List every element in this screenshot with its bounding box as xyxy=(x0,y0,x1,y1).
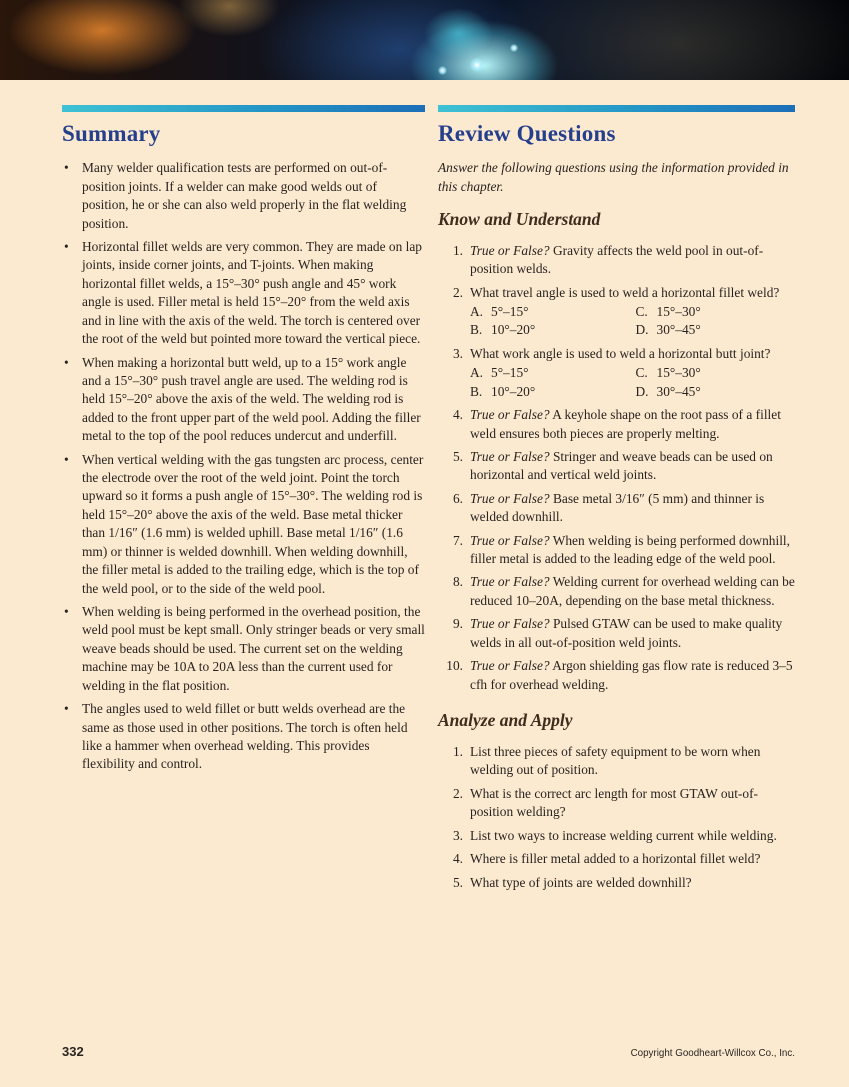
question-body xyxy=(470,827,795,845)
page-footer xyxy=(62,1044,795,1059)
choice-letter: C. xyxy=(635,304,648,319)
question-prefix: True or False? xyxy=(470,490,550,506)
question-text: What travel angle is used to weld a horizontal fillet weld? xyxy=(470,284,780,300)
question-body xyxy=(470,345,795,401)
review-column xyxy=(438,105,795,897)
bullet-marker: • xyxy=(64,238,69,254)
welding-spark xyxy=(510,44,518,52)
answer-choices xyxy=(470,303,795,340)
question-row xyxy=(438,345,795,401)
answer-choice xyxy=(470,383,630,401)
question-row xyxy=(438,657,795,694)
question-number: 3. xyxy=(452,345,463,361)
question-body xyxy=(470,850,795,868)
question-text: Welding current for overhead welding can be reduced 10–20A, depending on the base metal thickness. xyxy=(470,574,795,608)
choice-letter: D. xyxy=(635,322,649,338)
question-text: Where is filler metal added to a horizontal fillet weld? xyxy=(470,851,761,867)
choice-letter: A. xyxy=(470,304,484,319)
question-row xyxy=(438,785,795,822)
summary-bullet xyxy=(62,700,425,774)
question-row xyxy=(438,615,795,652)
summary-title: Summary xyxy=(62,121,161,146)
question-number: 7. xyxy=(452,532,463,548)
bullet-text: The angles used to weld fillet or butt welds overhead are the same as those used in other positions. The torch is often held like a hammer when overhead welding. This provides flexibility and control. xyxy=(82,701,408,772)
question-body xyxy=(470,448,795,485)
choice-value: 10°–20° xyxy=(491,383,536,399)
summary-bullet xyxy=(62,451,425,598)
bullet-marker: • xyxy=(64,160,69,176)
choice-letter: C. xyxy=(635,365,648,381)
question-number: 6. xyxy=(452,490,463,506)
answer-choices xyxy=(470,364,795,401)
question-number: 1. xyxy=(452,242,463,258)
question-text: What type of joints are welded downhill? xyxy=(470,874,692,890)
question-text: Argon shielding gas flow rate is reduced 3–5 cfh for overhead welding. xyxy=(470,658,793,692)
question-text: A keyhole shape on the root pass of a fillet weld ensures both pieces are properly melting. xyxy=(470,407,781,441)
question-row xyxy=(438,573,795,610)
choice-letter: D. xyxy=(635,383,649,399)
summary-column xyxy=(62,105,425,897)
question-body xyxy=(470,785,795,822)
question-number: 10. xyxy=(446,658,463,674)
welding-arc-glow xyxy=(470,58,484,72)
bullet-text: Many welder qualification tests are performed on out-of-position joints. If a welder can make good welds out of position, he or she can also weld properly in the flat welding position. xyxy=(82,160,407,231)
choice-value: 5°–15° xyxy=(491,365,529,381)
question-row xyxy=(438,242,795,279)
bullet-text: Horizontal fillet welds are very common. They are made on lap joints, inside corner joints, and T-joints. When making horizontal fillet welds, a 15°–30° push angle and 45° work angle is used. Filler metal is held 15°–20° from the weld axis and in line with the axis of the weld. The torch is centered over the root of the weld but pointed more toward the vertical piece. xyxy=(82,238,422,347)
answer-choice xyxy=(636,303,796,321)
know-understand-heading: Know and Understand xyxy=(438,208,601,229)
bullet-marker: • xyxy=(64,604,69,619)
question-text: What work angle is used to weld a horizontal butt joint? xyxy=(470,345,771,361)
summary-bullet xyxy=(62,603,425,695)
question-text: List three pieces of safety equipment to be worn when welding out of position. xyxy=(470,744,761,778)
question-text: Pulsed GTAW can be used to make quality welds in all out-of-position weld joints. xyxy=(470,616,783,650)
question-body xyxy=(470,490,795,527)
question-text: Gravity affects the weld pool in out-of-position welds. xyxy=(470,242,764,277)
question-text: Base metal 3/16″ (5 mm) and thinner is welded downhill. xyxy=(470,490,765,525)
question-number: 4. xyxy=(452,851,463,867)
bullet-text: When making a horizontal butt weld, up to a 15° work angle and a 15°–30° push travel angle are used. The welding rod is held 15°–20° above the axis of the weld. The welding rod is added to the front upper part of the weld pool. Adding the filler metal to the top of the pool reduces undercut and underfill. xyxy=(82,354,421,444)
section-gradient-rule xyxy=(438,105,795,112)
question-prefix: True or False? xyxy=(470,448,550,464)
bullet-marker: • xyxy=(64,451,69,467)
question-number: 3. xyxy=(452,827,463,843)
question-body xyxy=(470,874,795,892)
question-number: 4. xyxy=(452,407,463,423)
question-number: 1. xyxy=(452,744,463,760)
choice-value: 15°–30° xyxy=(656,304,701,319)
question-prefix: True or False? xyxy=(470,242,550,258)
review-intro-text: Answer the following questions using the information provided in this chapter. xyxy=(438,160,789,194)
question-prefix: True or False? xyxy=(470,574,550,590)
question-text: Stringer and weave beads can be used on horizontal and vertical weld joints. xyxy=(470,448,773,483)
question-row xyxy=(438,490,795,527)
summary-bullet xyxy=(62,159,425,233)
question-body xyxy=(470,743,795,780)
analyze-apply-heading: Analyze and Apply xyxy=(438,710,573,731)
question-body xyxy=(470,573,795,610)
question-body xyxy=(470,615,795,652)
question-body xyxy=(470,532,795,569)
summary-list xyxy=(62,159,425,774)
review-questions-title: Review Questions xyxy=(438,121,616,146)
question-number: 8. xyxy=(452,574,463,590)
choice-value: 30°–45° xyxy=(656,383,701,399)
question-number: 5. xyxy=(452,874,463,890)
answer-choice xyxy=(636,383,796,401)
question-text: What is the correct arc length for most GTAW out-of-position welding? xyxy=(470,785,759,820)
section-gradient-rule xyxy=(62,105,425,112)
analyze-apply-list xyxy=(438,743,795,892)
chapter-opener-photo xyxy=(0,0,849,80)
answer-choice xyxy=(636,321,796,339)
choice-value: 5°–15° xyxy=(491,304,529,319)
summary-bullet xyxy=(62,354,425,446)
question-body xyxy=(470,242,795,279)
question-row xyxy=(438,850,795,868)
choice-value: 10°–20° xyxy=(491,322,536,338)
question-row xyxy=(438,284,795,340)
page-number: 332 xyxy=(62,1044,84,1059)
know-understand-list xyxy=(438,242,795,694)
question-body xyxy=(470,406,795,443)
answer-choice xyxy=(470,364,630,382)
question-prefix: True or False? xyxy=(470,532,550,548)
bullet-text: When welding is being performed in the overhead position, the weld pool must be kept small. Only stringer beads or very small weave beads should be used. The current set on the welding machine may be 10A to 20A less than the current used for welding in the flat position. xyxy=(82,604,425,693)
question-prefix: True or False? xyxy=(470,616,550,632)
copyright-notice: Copyright Goodheart-Willcox Co., Inc. xyxy=(630,1048,795,1059)
question-row xyxy=(438,532,795,569)
answer-choice xyxy=(470,321,630,339)
question-row xyxy=(438,448,795,485)
choice-letter: B. xyxy=(470,322,483,338)
page-content xyxy=(0,80,849,897)
bullet-text: When vertical welding with the gas tungsten arc process, center the electrode over the root of the weld joint. Point the torch upward so it forms a push angle of 15°–30°. The welding rod is held 15°–20° above the axis of the weld. Base metal thicker than 1/16″ (1.6 mm) is welded uphill. Base metal 1/16″ (1.6 mm) or thinner is welded downhill. When welding downhill, the filler metal is added to the trailing edge, which is the top of the weld pool, or to the side of the weld pool. xyxy=(82,451,424,596)
answer-choice xyxy=(636,364,796,382)
question-text: When welding is being performed downhill, filler metal is added to the leading edge of the weld pool. xyxy=(470,532,790,567)
question-row xyxy=(438,827,795,845)
question-body xyxy=(470,657,795,694)
question-row xyxy=(438,743,795,780)
question-number: 2. xyxy=(452,785,463,801)
summary-bullet xyxy=(62,238,425,349)
question-body xyxy=(470,284,795,340)
question-text: List two ways to increase welding current while welding. xyxy=(470,827,777,843)
choice-value: 30°–45° xyxy=(656,322,701,338)
choice-letter: B. xyxy=(470,383,483,399)
answer-choice xyxy=(470,303,630,321)
question-number: 5. xyxy=(452,448,463,464)
question-number: 9. xyxy=(452,616,463,632)
bullet-marker: • xyxy=(64,701,69,717)
choice-letter: A. xyxy=(470,365,484,381)
question-row xyxy=(438,874,795,892)
question-prefix: True or False? xyxy=(470,658,550,674)
question-number: 2. xyxy=(452,284,463,300)
question-row xyxy=(438,406,795,443)
welding-spark xyxy=(438,66,447,75)
choice-value: 15°–30° xyxy=(656,365,701,381)
bullet-marker: • xyxy=(64,354,69,370)
question-prefix: True or False? xyxy=(470,407,550,423)
